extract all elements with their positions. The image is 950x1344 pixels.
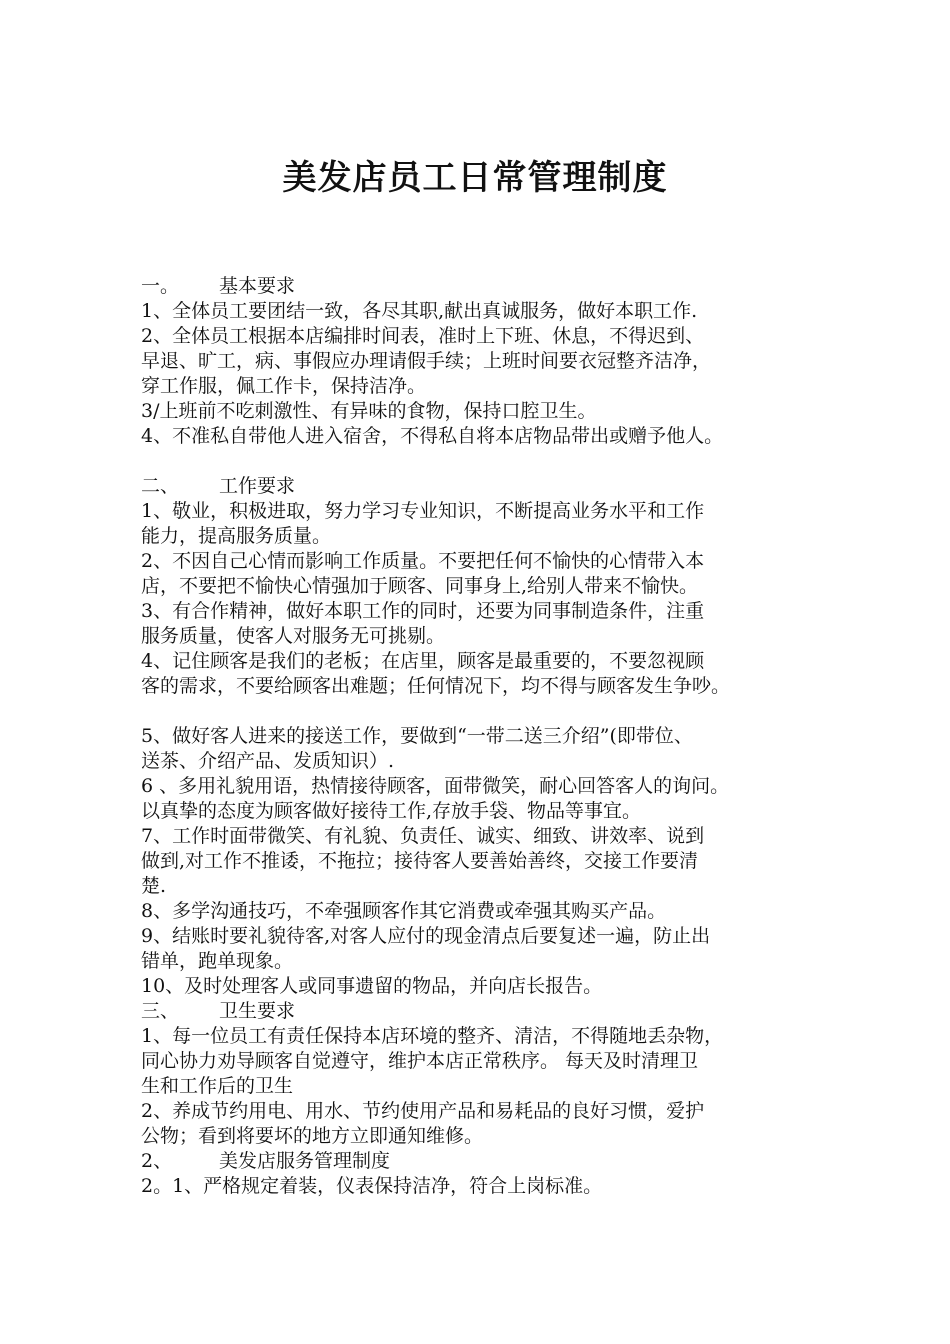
blank-line: [141, 699, 841, 724]
paragraph-line: 生和工作后的卫生: [141, 1075, 294, 1097]
paragraph-line: 6 、多用礼貌用语，热情接待顾客，面带微笑，耐心回答客人的询问。: [141, 775, 730, 797]
paragraph-line: 3/上班前不吃刺激性、有异味的食物，保持口腔卫生。: [141, 400, 597, 422]
paragraph-line: 5、做好客人进来的接送工作，要做到“一带二送三介绍”(即带位、: [141, 725, 693, 747]
paragraph-line: 2。1、严格规定着装，仪表保持洁净，符合上岗标准。: [141, 1175, 603, 1197]
blank-line: [141, 449, 841, 474]
paragraph-line: 2、全体员工根据本店编排时间表，准时上下班、休息，不得迟到、: [141, 325, 705, 347]
section-heading-text: 卫生要求: [219, 1000, 296, 1022]
section-number: 二、: [141, 475, 180, 497]
paragraph-line: 4、不准私自带他人进入宿舍，不得私自将本店物品带出或赠予他人。: [141, 425, 724, 447]
paragraph-line: 1、敬业，积极进取，努力学习专业知识，不断提高业务水平和工作: [141, 500, 705, 522]
paragraph-line: 2、养成节约用电、用水、节约使用产品和易耗品的良好习惯，爱护: [141, 1100, 705, 1122]
paragraph-line: 2、不因自己心情而影响工作质量。不要把任何不愉快的心情带入本: [141, 550, 705, 572]
document-body: [141, 274, 841, 1199]
document-title: 美发店员工日常管理制度: [282, 158, 668, 198]
paragraph-line: 10、及时处理客人或同事遗留的物品，并向店长报告。: [141, 975, 603, 997]
paragraph-line: 错单，跑单现象。: [141, 950, 294, 972]
paragraph-line: 以真挚的态度为顾客做好接待工作,存放手袋、物品等事宜。: [141, 800, 642, 822]
section-number: 一。: [141, 275, 180, 297]
paragraph-line: 早退、旷工，病、事假应办理请假手续；上班时间要衣冠整齐洁净，: [141, 350, 712, 372]
paragraph-line: 3、有合作精神，做好本职工作的同时，还要为同事制造条件，注重: [141, 600, 705, 622]
paragraph-line: 8、多学沟通技巧，不牵强顾客作其它消费或牵强其购买产品。: [141, 900, 667, 922]
paragraph-line: 能力，提高服务质量。: [141, 525, 332, 547]
section-number: 2、: [141, 1150, 173, 1172]
section-heading-text: 工作要求: [219, 475, 296, 497]
paragraph-line: 客的需求，不要给顾客出难题；任何情况下，均不得与顾客发生争吵。: [141, 675, 731, 697]
paragraph-line: 公物；看到将要坏的地方立即通知维修。: [141, 1125, 484, 1147]
section-heading-service-management: [141, 1149, 841, 1174]
section-heading-text: 基本要求: [219, 275, 296, 297]
section-heading-text: 美发店服务管理制度: [219, 1150, 391, 1172]
paragraph-line: 1、全体员工要团结一致，各尽其职,献出真诚服务，做好本职工作.: [141, 300, 698, 322]
paragraph-line: 服务质量，使客人对服务无可挑剔。: [141, 625, 446, 647]
section-heading-work-requirements: [141, 474, 841, 499]
paragraph-line: 1、每一位员工有责任保持本店环境的整齐、清洁，不得随地丢杂物，: [141, 1025, 724, 1047]
paragraph-line: 9、结账时要礼貌待客,对客人应付的现金清点后要复述一遍，防止出: [141, 925, 711, 947]
paragraph-line: 穿工作服，佩工作卡，保持洁净。: [141, 375, 427, 397]
paragraph-line: 7、工作时面带微笑、有礼貌、负责任、诚实、细致、讲效率、说到: [141, 825, 705, 847]
section-number: 三、: [141, 1000, 180, 1022]
paragraph-line: 同心协力劝导顾客自觉遵守，维护本店正常秩序。 每天及时清理卫: [141, 1050, 699, 1072]
paragraph-line: 送茶、介绍产品、发质知识）.: [141, 750, 395, 772]
paragraph-line: 4、记住顾客是我们的老板；在店里，顾客是最重要的，不要忽视顾: [141, 650, 705, 672]
section-heading-basic-requirements: [141, 274, 841, 299]
section-heading-hygiene-requirements: [141, 999, 841, 1024]
paragraph-line: 店，不要把不愉快心情强加于顾客、同事身上,给别人带来不愉快。: [141, 575, 699, 597]
paragraph-line: 楚.: [141, 875, 167, 897]
paragraph-line: 做到,对工作不推诿，不拖拉；接待客人要善始善终，交接工作要清: [141, 850, 699, 872]
